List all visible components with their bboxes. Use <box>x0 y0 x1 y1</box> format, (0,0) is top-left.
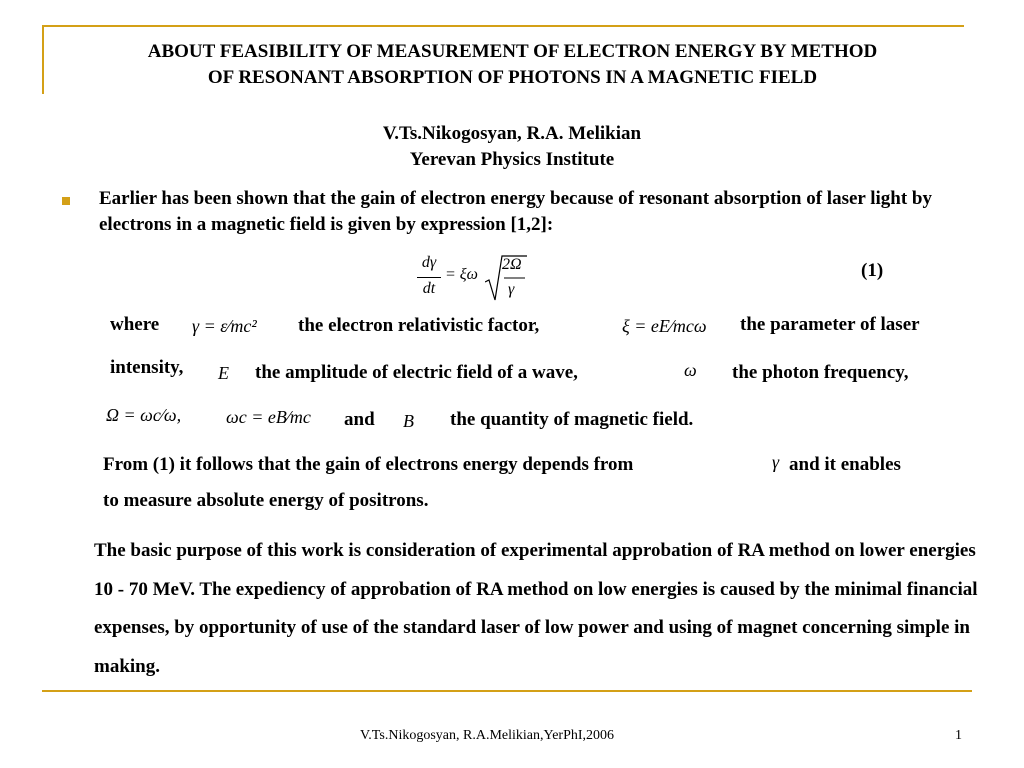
E-desc: the amplitude of electric field of a wave, <box>255 362 578 383</box>
xi-formula: ξ = eE⁄mcω <box>622 316 707 336</box>
equation-num: dγ <box>421 254 437 271</box>
slide-title-line-2: OF RESONANT ABSORPTION OF PHOTONS IN A MAGNETIC FIELD <box>207 67 818 88</box>
gamma-formula: γ = ε⁄mc² <box>192 316 257 336</box>
equation-1 <box>415 254 530 304</box>
institute: Yerevan Physics Institute <box>409 149 615 170</box>
equation-den: dt <box>422 280 436 297</box>
follows-line-1-end: and it enables <box>789 454 901 475</box>
root-num: 2Ω <box>502 256 522 273</box>
gamma-symbol: γ <box>772 452 780 472</box>
intensity-label: intensity, <box>110 357 184 378</box>
B-symbol: B <box>403 411 414 431</box>
gamma-desc: the electron relativistic factor, <box>298 315 540 336</box>
bullet-icon <box>62 197 70 205</box>
authors: V.Ts.Nikogosyan, R.A. Melikian <box>382 123 642 144</box>
purpose-paragraph: The basic purpose of this work is consideration of experimental approbation of RA method on lower energies 10 - 70 MeV. The expediency of approbation of RA method on low energies is caused by the minimal financial expenses, by opportunity of use of the standard laser of low power and using of magnet concerning simple in making. <box>94 540 978 677</box>
slide-title-line-1: ABOUT FEASIBILITY OF MEASUREMENT OF ELECTRON ENERGY BY METHOD <box>147 41 878 62</box>
omegac-formula: ωc = eB⁄mc <box>226 407 311 427</box>
left-rule <box>42 25 44 94</box>
and-label: and <box>344 409 375 430</box>
where-label: where <box>110 314 160 335</box>
B-desc: the quantity of magnetic field. <box>450 409 694 430</box>
xi-desc: the parameter of laser <box>740 314 920 335</box>
root-den: γ <box>508 281 515 298</box>
equation-rhs: = ξω <box>445 266 478 283</box>
page-number: 1 <box>955 728 962 743</box>
follows-line-1: From (1) it follows that the gain of electrons energy depends from <box>103 454 634 475</box>
follows-line-2: to measure absolute energy of positrons. <box>103 490 429 511</box>
E-symbol: E <box>218 363 229 383</box>
fraction-bar <box>417 277 441 278</box>
footer-credit: V.Ts.Nikogosyan, R.A.Melikian,YerPhI,2006 <box>360 728 615 743</box>
omega-symbol: ω <box>684 360 697 380</box>
intro-paragraph: Earlier has been shown that the gain of electron energy because of resonant absorption of laser light by electrons in a magnetic field is given by expression [1,2]: <box>99 188 933 235</box>
bottom-rule <box>42 690 972 692</box>
top-rule <box>42 25 964 27</box>
equation-number: (1) <box>861 260 884 281</box>
Omega-formula: Ω = ωc⁄ω, <box>106 405 182 425</box>
omega-desc: the photon frequency, <box>732 362 909 383</box>
